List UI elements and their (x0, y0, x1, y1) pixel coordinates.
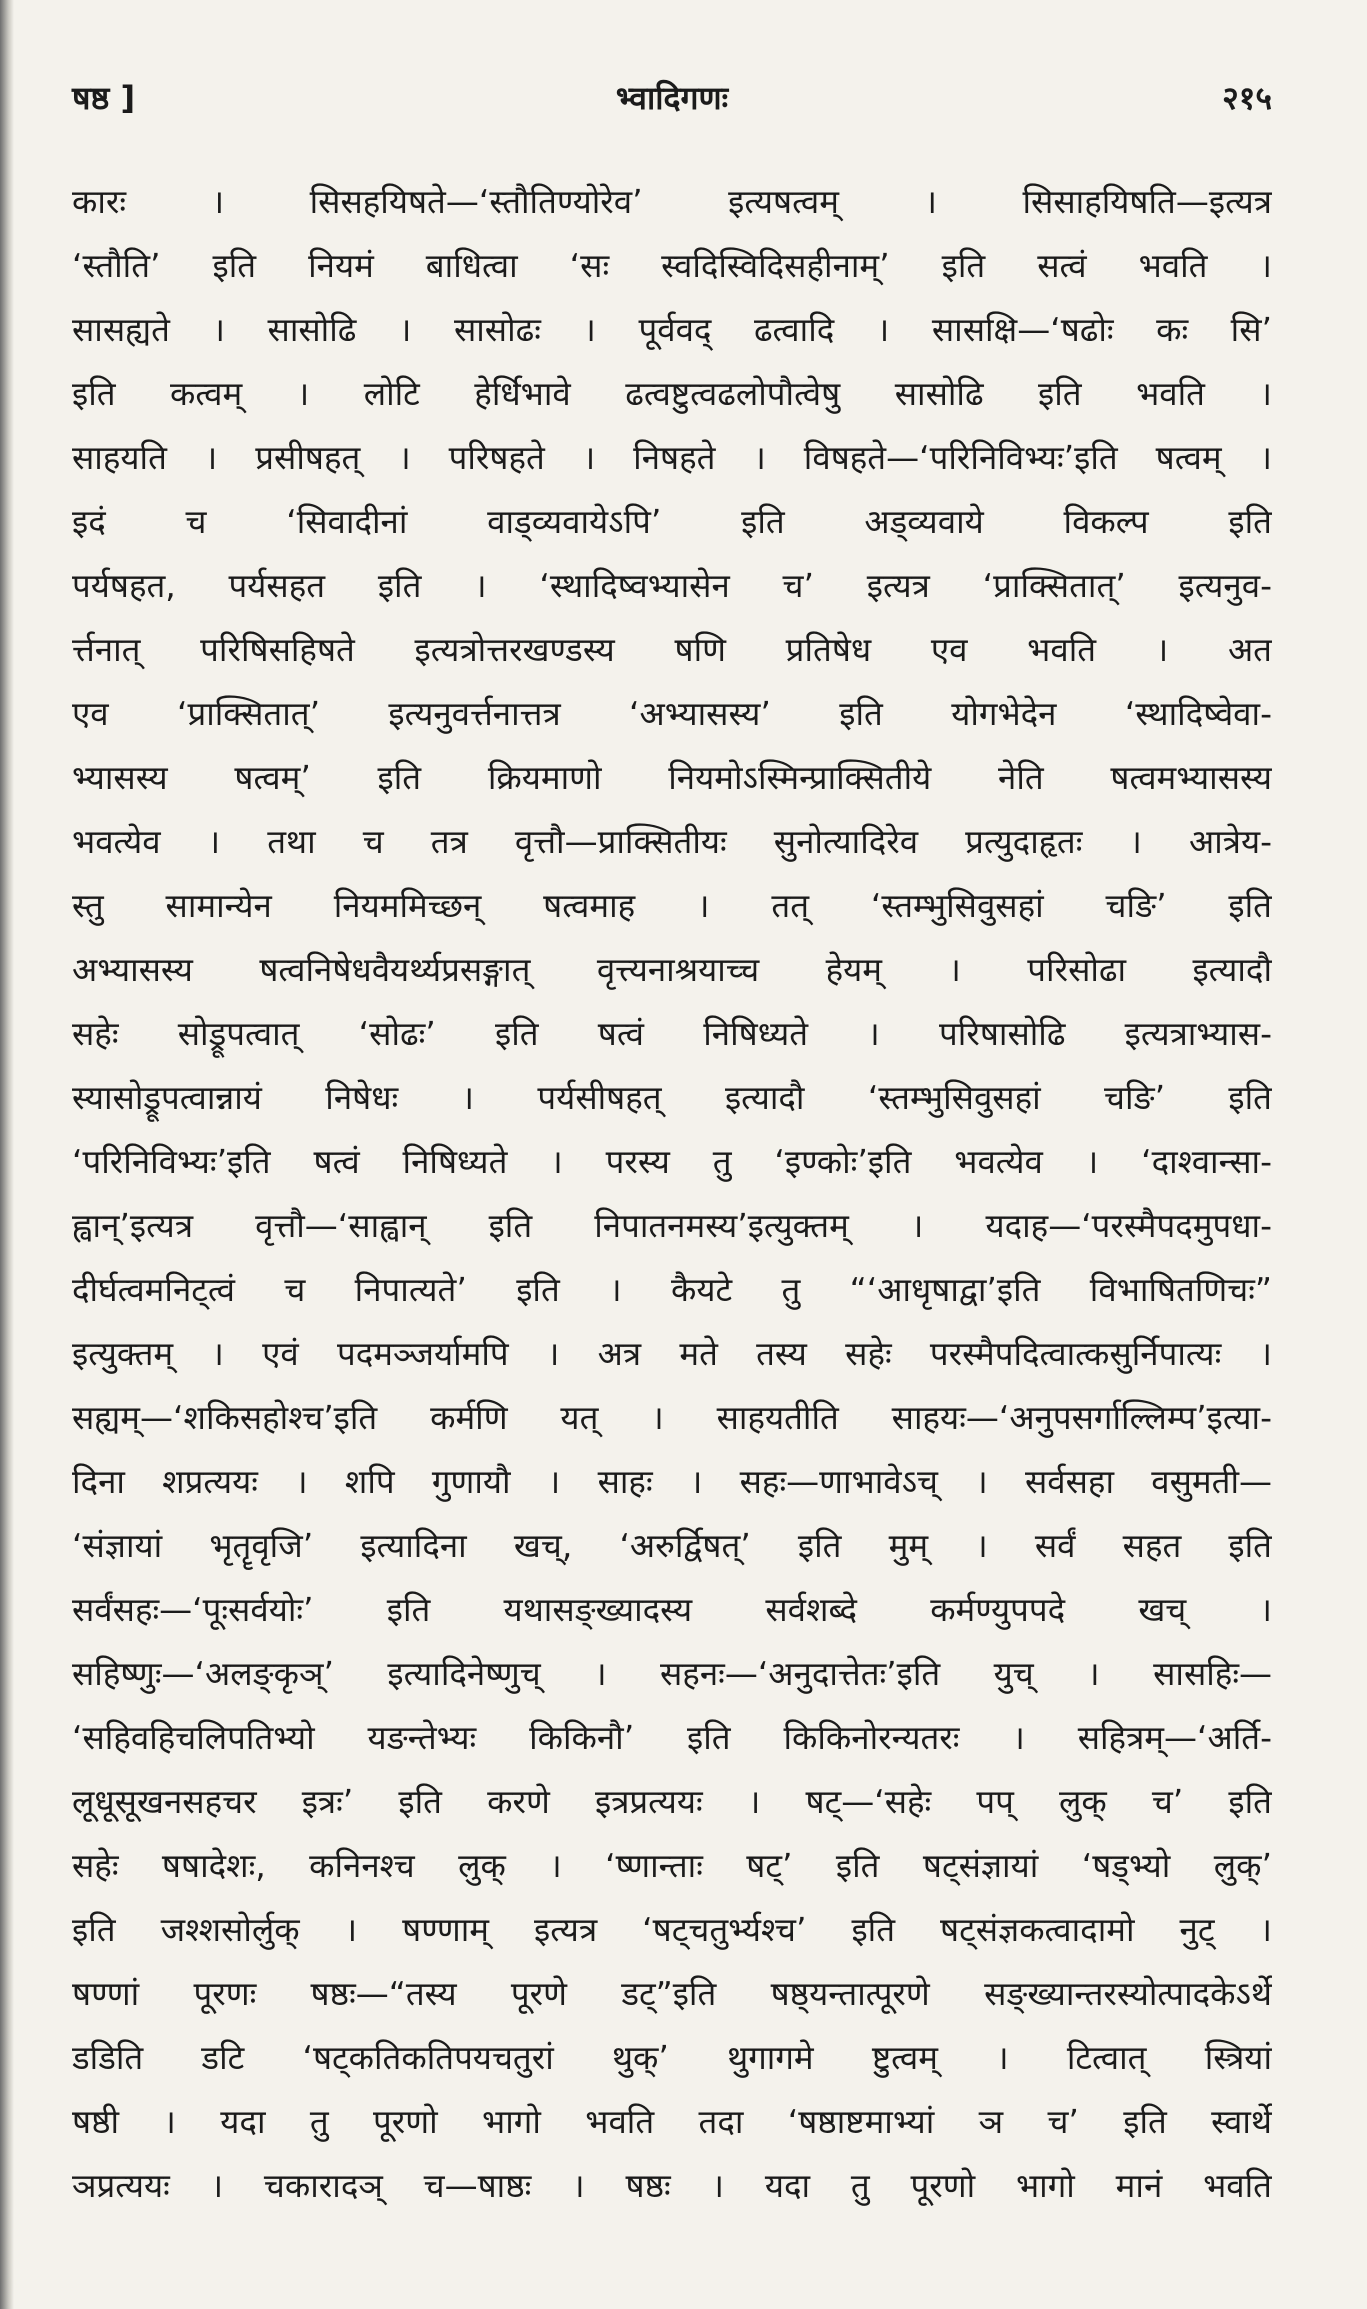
text-line: इति कत्वम् । लोटि हेर्धिभावे ढत्वष्टुत्वढलोपौत्वेषु सासोढि इति भवति । (72, 374, 1272, 413)
text-line: ञप्रत्ययः । चकारादञ् च—षाष्ठः । षष्ठः । यदा तु पूरणो भागो मानं भवति (72, 2166, 1272, 2205)
text-line: ‘परिनिविभ्यः’इति षत्वं निषिध्यते । परस्य तु ‘इण्कोः’इति भवत्येव । ‘दाश्वान्सा- (72, 1142, 1272, 1181)
scan-edge-shadow (0, 0, 14, 2309)
text-line: भवत्येव । तथा च तत्र वृत्तौ—प्राक्सितीयः सुनोत्यादिरेव प्रत्युदाहृतः । आत्रेय- (72, 822, 1272, 861)
text-line: पर्यषहत, पर्यसहत इति । ‘स्थादिष्वभ्यासेन च’ इत्यत्र ‘प्राक्सितात्’ इत्यनुव- (72, 566, 1272, 605)
text-line: सहेः सोड्रूपत्वात् ‘सोढः’ इति षत्वं निषिध्यते । परिषासोढि इत्यत्राभ्यास- (72, 1014, 1272, 1053)
text-line: इति जश्शसोर्लुक् । षण्णाम् इत्यत्र ‘षट्चतुर्भ्यश्च’ इति षट्संज्ञकत्वादामो नुट् । (72, 1910, 1272, 1949)
text-line: ह्वान्’इत्यत्र वृत्तौ—‘साह्वान् इति निपातनमस्य’इत्युक्तम् । यदाह—‘परस्मैपदमुपधा- (72, 1206, 1272, 1245)
text-line: डडिति डटि ‘षट्कतिकतिपयचतुरां थुक्’ थुगागमे ष्टुत्वम् । टित्वात् स्त्रियां (72, 2038, 1272, 2077)
page-number: २१५ (1222, 79, 1272, 117)
text-line: सहिष्णुः—‘अलङ्कृञ्’ इत्यादिनेष्णुच् । सहनः—‘अनुदात्तेतः’इति युच् । सासहिः— (72, 1654, 1272, 1693)
text-line: स्तु सामान्येन नियममिच्छन् षत्वमाह । तत् ‘स्तम्भुसिवुसहां चङि’ इति (72, 886, 1272, 925)
text-line: सर्वंसहः—‘पूःसर्वयोः’ इति यथासङ्ख्यादस्य सर्वशब्दे कर्मण्युपपदे खच् । (72, 1590, 1272, 1629)
text-line: सहेः षषादेशः, कनिनश्च लुक् । ‘ष्णान्ताः षट्’ इति षट्संज्ञायां ‘षड्भ्यो लुक्’ (72, 1846, 1272, 1885)
text-line: भ्यासस्य षत्वम्’ इति क्रियमाणो नियमोऽस्मिन्प्राक्सितीये नेति षत्वमभ्यासस्य (72, 758, 1272, 797)
text-line: ‘स्तौति’ इति नियमं बाधित्वा ‘सः स्वदिस्विदिसहीनाम्’ इति सत्वं भवति । (72, 246, 1272, 285)
text-line: दीर्घत्वमनिट्त्वं च निपात्यते’ इति । कैयटे तु “‘आधृषाद्वा’इति विभाषितणिचः” (72, 1270, 1272, 1309)
text-line: इत्युक्तम् । एवं पदमञ्जर्यामपि । अत्र मते तस्य सहेः परस्मैपदित्वात्कसुर्निपात्यः । (72, 1334, 1272, 1373)
text-line: षण्णां पूरणः षष्ठः—“तस्य पूरणे डट्”इति षष्ठ्यन्तात्पूरणे सङ्ख्यान्तरस्योत्पादकेऽर्थे (72, 1974, 1272, 2013)
text-line: साहयति । प्रसीषहत् । परिषहते । निषहते । विषहते—‘परिनिविभ्यः’इति षत्वम् । (72, 438, 1272, 477)
text-line: अभ्यासस्य षत्वनिषेधवैयर्थ्यप्रसङ्गात् वृत्त्यनाश्रयाच्च हेयम् । परिसोढा इत्यादौ (72, 950, 1272, 989)
text-line: दिना शप्रत्ययः । शपि गुणायौ । साहः । सहः—णाभावेऽच् । सर्वसहा वसुमती— (72, 1462, 1272, 1501)
text-line: स्यासोड्रूपत्वान्नायं निषेधः । पर्यसीषहत् इत्यादौ ‘स्तम्भुसिवुसहां चङि’ इति (72, 1078, 1272, 1117)
text-line: सह्यम्—‘शकिसहोश्च’इति कर्मणि यत् । साहयतीति साहयः—‘अनुपसर्गाल्लिम्प’इत्या- (72, 1398, 1272, 1437)
header-chapter-title: भ्वादिगणः (615, 79, 729, 117)
header-left-label: षष्ठ ] (72, 79, 136, 117)
body-text (72, 170, 1272, 2218)
text-line: ‘सहिवहिचलिपतिभ्यो यङन्तेभ्यः किकिनौ’ इति किकिनोरन्यतरः । सहित्रम्—‘अर्ति- (72, 1718, 1272, 1757)
text-line: कारः । सिसहयिषते—‘स्तौतिण्योरेव’ इत्यषत्वम् । सिसाहयिषति—इत्यत्र (72, 182, 1272, 221)
text-line: षष्ठी । यदा तु पूरणो भागो भवति तदा ‘षष्ठाष्टमाभ्यां ञ च’ इति स्वार्थे (72, 2102, 1272, 2141)
text-line: र्त्तनात् परिषिसहिषते इत्यत्रोत्तरखण्डस्य षणि प्रतिषेध एव भवति । अत (72, 630, 1272, 669)
text-line: ‘संज्ञायां भृतॄवृजि’ इत्यादिना खच्, ‘अरुर्द्विषत्’ इति मुम् । सर्वं सहत इति (72, 1526, 1272, 1565)
text-line: इदं च ‘सिवादीनां वाड्व्यवायेऽपि’ इति अड्व्यवाये विकल्प इति (72, 502, 1272, 541)
text-line: लूधूसूखनसहचर इत्रः’ इति करणे इत्रप्रत्ययः । षट्—‘सहेः पप् लुक् च’ इति (72, 1782, 1272, 1821)
text-line: एव ‘प्राक्सितात्’ इत्यनुवर्त्तनात्तत्र ‘अभ्यासस्य’ इति योगभेदेन ‘स्थादिष्वेवा- (72, 694, 1272, 733)
page-header (72, 70, 1272, 140)
text-line: सासह्यते । सासोढि । सासोढः । पूर्ववद् ढत्वादि । सासक्षि—‘षढोः कः सि’ (72, 310, 1272, 349)
document-page (72, 70, 1272, 2218)
